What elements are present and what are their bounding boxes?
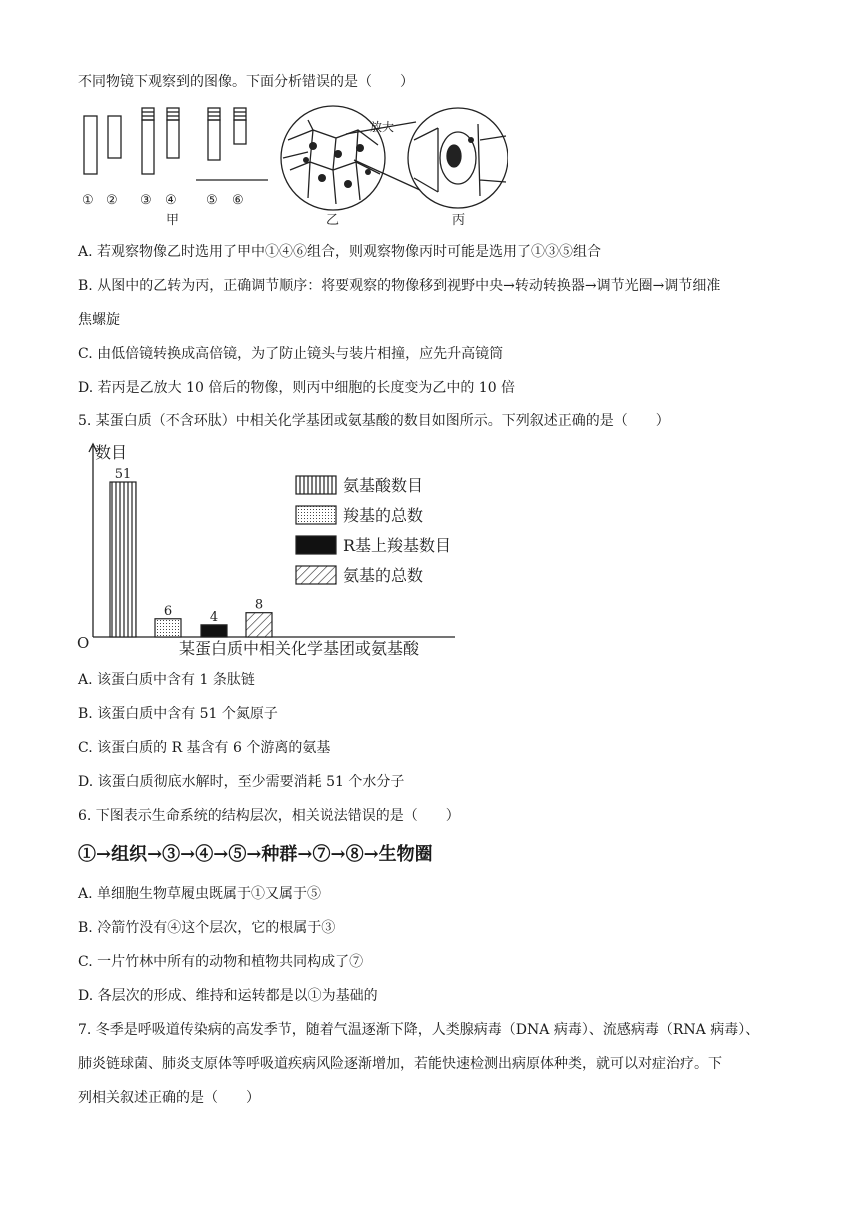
bar-value-label-4: 8	[254, 597, 264, 613]
label-yi: 乙	[326, 213, 340, 228]
svg-text:⑤: ⑤	[206, 193, 218, 208]
legend-label-1: 氨基酸数目	[343, 476, 424, 495]
q6-option-b: B. 冷箭竹没有④这个层次，它的根属于③	[78, 920, 336, 936]
legend-swatch-4	[296, 566, 336, 584]
q5-option-c: C. 该蛋白质的 R 基含有 6 个游离的氨基	[78, 740, 331, 756]
objective-6	[234, 120, 246, 144]
bar-chart	[75, 436, 475, 662]
legend-label-3: R基上羧基数目	[343, 536, 452, 555]
q5-option-b: B. 该蛋白质中含有 51 个氮原子	[78, 706, 278, 722]
label-jia: 甲	[166, 213, 180, 228]
svg-text:⑥: ⑥	[232, 193, 244, 208]
fangda-label: 放大	[370, 120, 395, 134]
q7-line-3: 列相关叙述正确的是（ ）	[78, 1090, 260, 1106]
bar-3	[201, 625, 227, 637]
q7-line-1: 7. 冬季是呼吸道传染病的高发季节，随着气温逐渐下降，人类腺病毒（DNA 病毒）、流感病毒（RNA 病毒）、	[78, 1022, 760, 1038]
svg-text:①: ①	[82, 193, 94, 208]
q5-stem: 5. 某蛋白质（不含环肽）中相关化学基团或氨基酸的数目如图所示。下列叙述正确的是（ ）	[78, 413, 670, 429]
svg-text:②: ②	[106, 193, 118, 208]
q4-option-c: C. 由低倍镜转换成高倍镜，为了防止镜头与装片相撞，应先升高镜筒	[78, 346, 504, 362]
legend-swatch-3	[296, 536, 336, 554]
x-axis-label: 某蛋白质中相关化学基团或氨基酸	[179, 639, 420, 658]
q6-option-a: A. 单细胞生物草履虫既属于①又属于⑤	[78, 886, 322, 902]
q4-stem-tail: 不同物镜下观察到的图像。下面分析错误的是（ ）	[78, 74, 414, 90]
legend-swatch-1	[296, 476, 336, 494]
q6-stem: 6. 下图表示生命系统的结构层次，相关说法错误的是（ ）	[78, 808, 460, 824]
q4-option-b: B. 从图中的乙转为丙，正确调节顺序：将要观察的物像移到视野中央→转动转换器→调节光圈→调节细准	[78, 278, 721, 294]
bar-2	[155, 619, 181, 637]
q7-line-2: 肺炎链球菌、肺炎支原体等呼吸道疾病风险逐渐增加，若能快速检测出病原体种类，就可以对症治疗。下	[78, 1056, 722, 1072]
bar-value-label-3: 4	[209, 609, 219, 625]
q6-hierarchy-diagram: ①→组织→③→④→⑤→种群→⑦→⑧→生物圈	[78, 844, 433, 865]
bar-value-label-1: 51	[114, 467, 132, 482]
bar-value-label-2: 6	[163, 603, 173, 619]
objective-5	[208, 120, 220, 160]
label-bing: 丙	[452, 213, 466, 228]
q5-option-a: A. 该蛋白质中含有 1 条肽链	[78, 672, 255, 688]
legend-label-2: 羧基的总数	[343, 506, 424, 525]
q6-option-d: D. 各层次的形成、维持和运转都是以①为基础的	[78, 988, 378, 1004]
eyepiece-1	[84, 116, 97, 174]
q4-option-d: D. 若丙是乙放大 10 倍后的物像，则丙中细胞的长度变为乙中的 10 倍	[78, 380, 516, 396]
origin-label: O	[77, 634, 90, 652]
microscope-figure	[78, 100, 508, 228]
objective-3	[142, 120, 154, 174]
q5-option-d: D. 该蛋白质彻底水解时，至少需要消耗 51 个水分子	[78, 774, 405, 790]
svg-text:③: ③	[140, 193, 152, 208]
svg-text:④: ④	[165, 193, 177, 208]
q6-option-c: C. 一片竹林中所有的动物和植物共同构成了⑦	[78, 954, 364, 970]
eyepiece-2	[108, 116, 121, 158]
bar-4	[246, 613, 272, 637]
bar-1	[110, 482, 136, 637]
legend-swatch-2	[296, 506, 336, 524]
q4-option-a: A. 若观察物像乙时选用了甲中①④⑥组合，则观察物像丙时可能是选用了①③⑤组合	[78, 244, 602, 260]
y-axis-label: 数目	[95, 443, 128, 462]
legend-label-4: 氨基的总数	[343, 566, 424, 585]
objective-4	[167, 120, 179, 158]
q4-option-b-cont: 焦螺旋	[78, 312, 120, 328]
